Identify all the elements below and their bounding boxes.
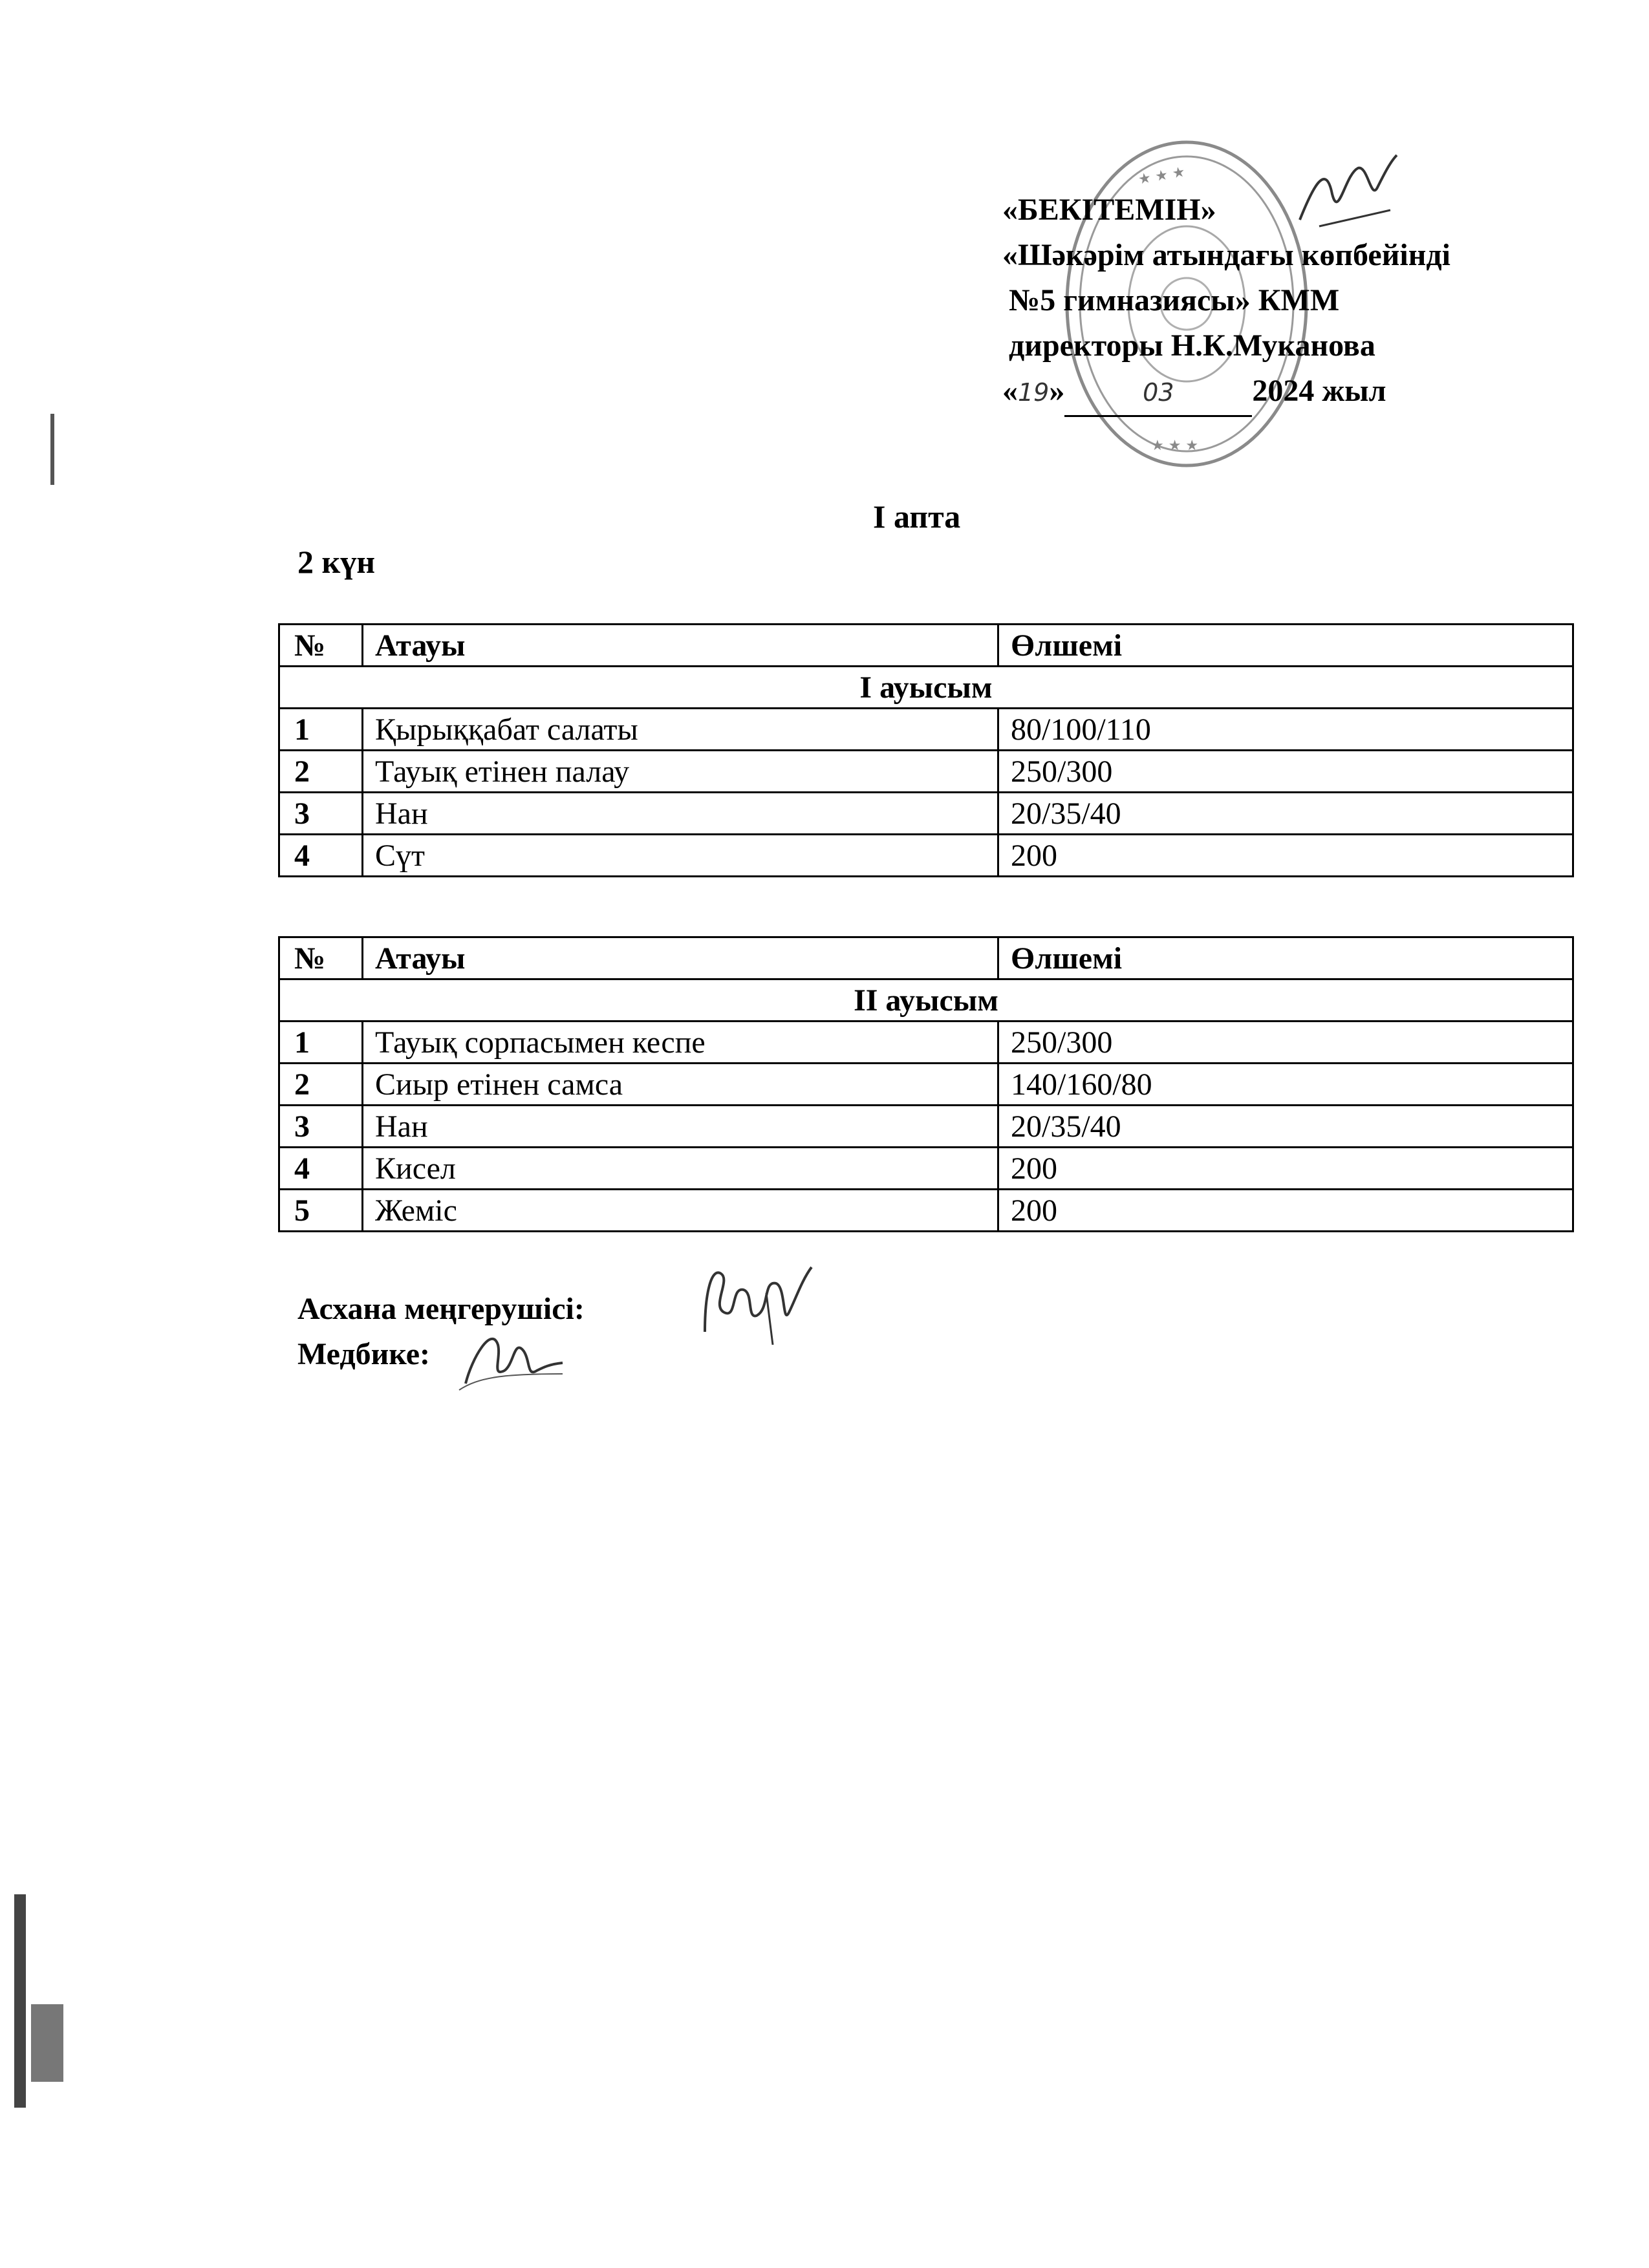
header-measure: Өлшемі bbox=[998, 937, 1573, 979]
svg-text:★ ★ ★: ★ ★ ★ bbox=[1137, 164, 1187, 188]
row-no: 1 bbox=[279, 709, 363, 751]
table-row bbox=[279, 793, 1573, 835]
header-no: № bbox=[279, 625, 363, 667]
row-name: Тауық етінен палау bbox=[363, 751, 998, 793]
header-name: Атауы bbox=[363, 937, 998, 979]
week-title: І апта bbox=[873, 498, 961, 535]
shift-1-label: І ауысым bbox=[279, 667, 1573, 709]
table-row bbox=[279, 709, 1573, 751]
table-header-row bbox=[279, 625, 1573, 667]
row-measure: 200 bbox=[998, 1148, 1573, 1190]
row-measure: 20/35/40 bbox=[998, 793, 1573, 835]
table-row bbox=[279, 835, 1573, 877]
table-header-row bbox=[279, 937, 1573, 979]
row-name: Сүт bbox=[363, 835, 998, 877]
approval-date: «19» 03 2024 жыл bbox=[1002, 369, 1584, 417]
header-measure: Өлшемі bbox=[998, 625, 1573, 667]
header-no: № bbox=[279, 937, 363, 979]
approval-line-3: директоры Н.К.Муканова bbox=[1009, 328, 1375, 363]
header-name: Атауы bbox=[363, 625, 998, 667]
date-day: 19 bbox=[1018, 378, 1050, 407]
row-no: 3 bbox=[279, 1106, 363, 1148]
row-no: 2 bbox=[279, 1064, 363, 1106]
menu-table-shift-2 bbox=[278, 936, 1574, 1232]
row-no: 4 bbox=[279, 1148, 363, 1190]
table-row bbox=[279, 1064, 1573, 1106]
row-name: Нан bbox=[363, 1106, 998, 1148]
day-title: 2 күн bbox=[297, 544, 376, 580]
row-name: Сиыр етінен самса bbox=[363, 1064, 998, 1106]
row-no: 3 bbox=[279, 793, 363, 835]
row-measure: 20/35/40 bbox=[998, 1106, 1573, 1148]
row-measure: 200 bbox=[998, 1190, 1573, 1232]
row-measure: 250/300 bbox=[998, 751, 1573, 793]
row-measure: 140/160/80 bbox=[998, 1064, 1573, 1106]
row-measure: 200 bbox=[998, 835, 1573, 877]
canteen-head-signature bbox=[692, 1254, 821, 1351]
row-no: 5 bbox=[279, 1190, 363, 1232]
table-row bbox=[279, 1022, 1573, 1064]
table-row bbox=[279, 1148, 1573, 1190]
date-month: 03 bbox=[1143, 378, 1174, 407]
table-row bbox=[279, 1106, 1573, 1148]
row-no: 2 bbox=[279, 751, 363, 793]
row-measure: 250/300 bbox=[998, 1022, 1573, 1064]
nurse-label: Медбике: bbox=[297, 1337, 431, 1371]
table-row bbox=[279, 1190, 1573, 1232]
row-name: Кисел bbox=[363, 1148, 998, 1190]
svg-text:★ ★ ★: ★ ★ ★ bbox=[1151, 438, 1199, 454]
menu-table-shift-1 bbox=[278, 623, 1574, 877]
scan-artifact bbox=[31, 2004, 63, 2082]
approval-line-2: №5 гимназиясы» КММ bbox=[1009, 283, 1340, 317]
row-name: Нан bbox=[363, 793, 998, 835]
director-signature bbox=[1293, 149, 1403, 239]
canteen-head-label: Асхана меңгерушісі: bbox=[297, 1292, 585, 1326]
scan-artifact bbox=[14, 1894, 26, 2108]
table-row bbox=[279, 751, 1573, 793]
row-name: Тауық сорпасымен кеспе bbox=[363, 1022, 998, 1064]
scan-artifact bbox=[50, 414, 54, 485]
row-no: 1 bbox=[279, 1022, 363, 1064]
row-measure: 80/100/110 bbox=[998, 709, 1573, 751]
nurse-signature bbox=[453, 1312, 569, 1396]
approval-line-1: «Шәкәрім атындағы көпбейінді bbox=[1002, 238, 1450, 272]
shift-2-label: ІІ ауысым bbox=[279, 979, 1573, 1022]
date-year: 2024 жыл bbox=[1252, 374, 1386, 408]
row-name: Қырыққабат салаты bbox=[363, 709, 998, 751]
row-no: 4 bbox=[279, 835, 363, 877]
row-name: Жеміс bbox=[363, 1190, 998, 1232]
approval-title: «БЕКІТЕМІН» bbox=[1002, 193, 1216, 227]
